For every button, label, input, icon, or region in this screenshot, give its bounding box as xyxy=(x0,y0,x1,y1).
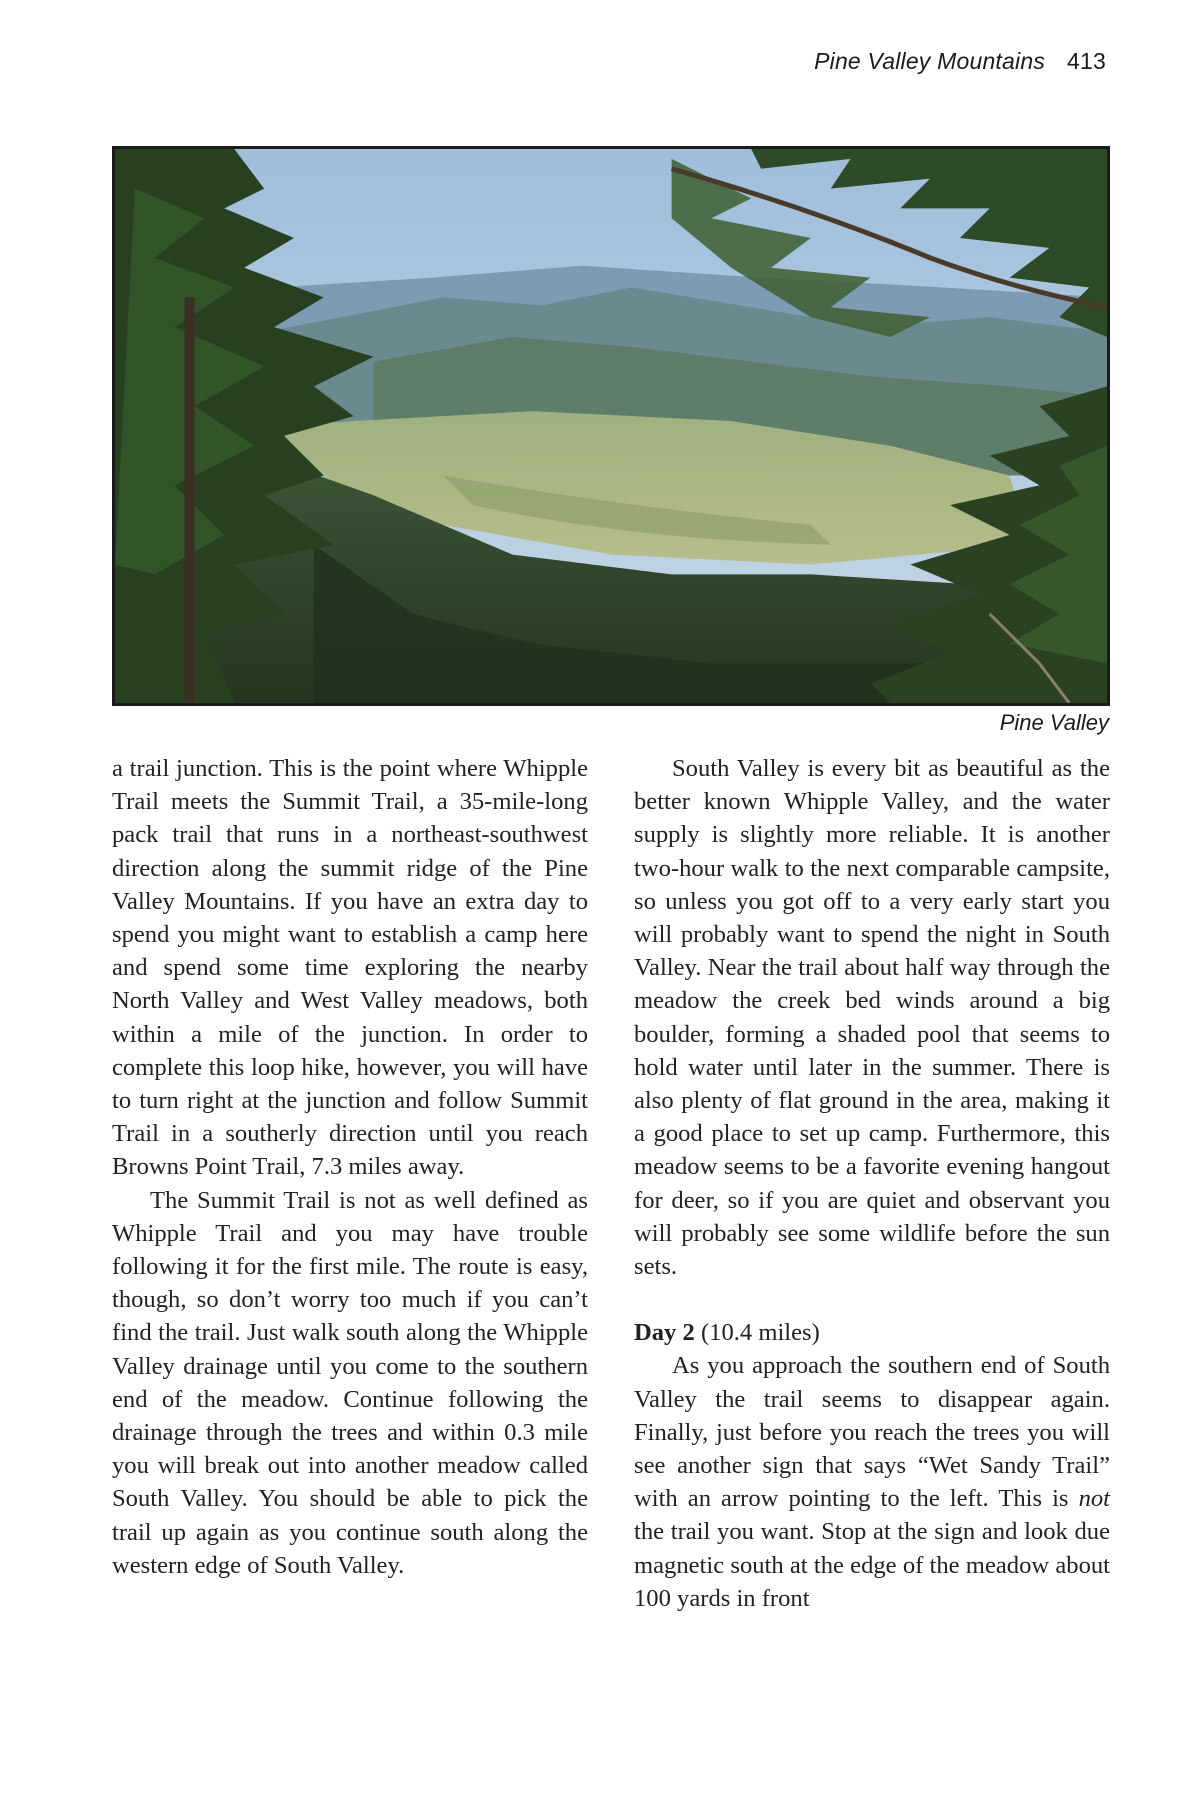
paragraph xyxy=(634,1349,1110,1615)
emphasis-text: not xyxy=(1078,1485,1110,1513)
paragraph: The Summit Trail is not as well defined as Whipple Trail and you may have trouble following it for the first mile. The route is easy, though, so don’t worry too much if you can’t find the trail. Just walk south along the Whipple Valley drainage until you come to the southern end of the meadow. Continue following the drainage through the trees and within 0.3 mile you will break out into another meadow called South Valley. You should be able to pick the trail up again as you continue south along the western edge of South Valley. xyxy=(112,1186,588,1579)
photo-illustration xyxy=(115,149,1107,703)
section-heading xyxy=(634,1316,1110,1349)
figure-caption: Pine Valley xyxy=(999,710,1109,735)
paragraph-text: the trail you want. Stop at the sign and look due magnetic south at the edge of the meadow about 100 yards in front xyxy=(634,1518,1110,1612)
running-head-title: Pine Valley Mountains xyxy=(814,48,1046,74)
page-number: 413 xyxy=(1067,48,1106,74)
section-heading-distance: (10.4 miles) xyxy=(700,1319,820,1347)
left-column xyxy=(112,752,588,1582)
paragraph: South Valley is every bit as beautiful as the better known Whipple Valley, and the water supply is slightly more reliable. It is another two-hour walk to the next comparable campsite, so unless you got off to a very early start you will probably want to spend the night in South Valley. Near the trail about half way through the meadow the creek bed winds around a big boulder, forming a shaded pool that seems to hold water until later in the summer. There is also plenty of flat ground in the area, making it a good place to set up camp. Furthermore, this meadow seems to be a favorite evening hangout for deer, so if you are quiet and observant you will probably see some wildlife before the sun sets. xyxy=(634,755,1110,1281)
running-head xyxy=(814,48,1106,75)
paragraph-text: As you approach the southern end of South Valley the trail seems to disappear again. Finally, just before you reach the trees you will see another sign that says “Wet Sandy Trail” with an arrow pointing to the left. This is xyxy=(634,1352,1110,1513)
section-heading-title: Day 2 xyxy=(634,1319,695,1347)
landscape-photo xyxy=(112,146,1110,706)
paragraph: a trail junction. This is the point where Whipple Trail meets the Summit Trail, a 35-mile-long pack trail that runs in a northeast-southwest direction along the summit ridge of the Pine Valley Mountains. If you have an extra day to spend you might want to establish a camp here and spend some time exploring the nearby North Valley and West Valley meadows, both within a mile of the junction. In order to complete this loop hike, however, you will have to turn right at the junction and follow Summit Trail in a southerly direction until you reach Browns Point Trail, 7.3 miles away. xyxy=(112,755,588,1181)
right-column xyxy=(634,752,1110,1615)
